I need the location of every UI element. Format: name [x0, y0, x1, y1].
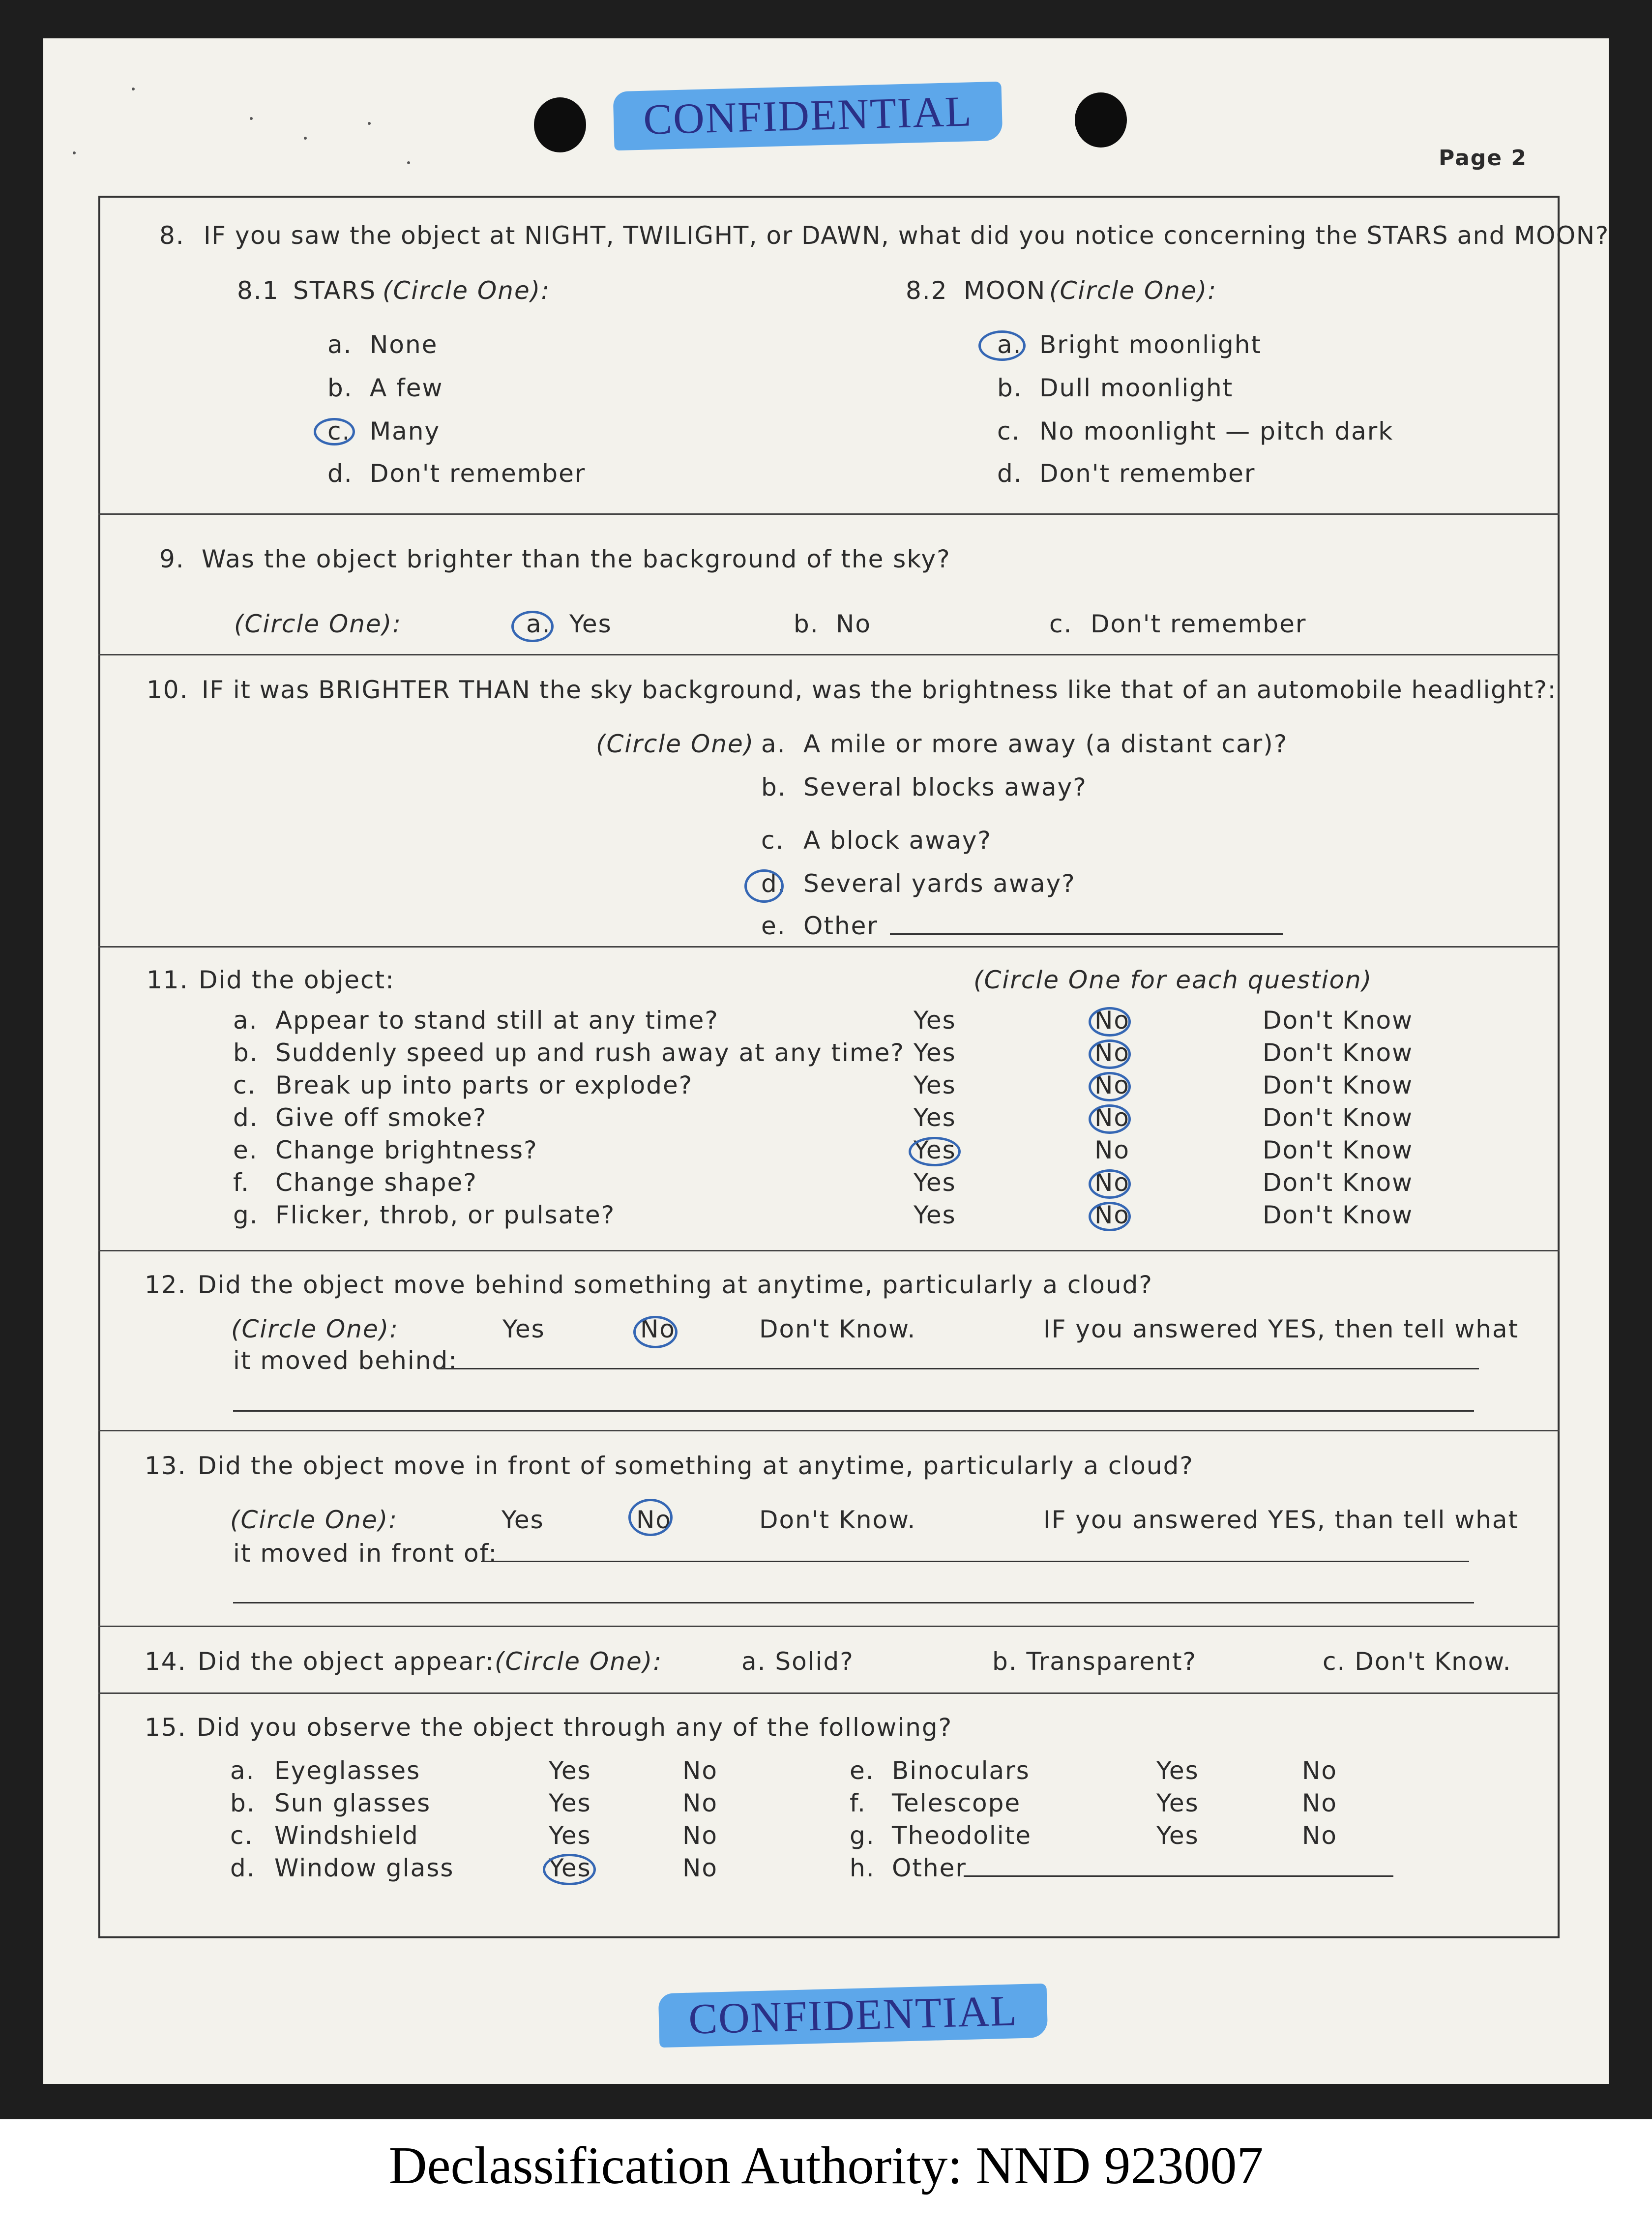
- q11-item-letter: c.: [233, 1071, 257, 1099]
- moon-option-letter: c.: [997, 417, 1021, 445]
- q11-item-text: Change shape?: [275, 1168, 477, 1197]
- q11-item-text: Flicker, throb, or pulsate?: [275, 1201, 616, 1229]
- q14-option-c: c. Don't Know.: [1323, 1647, 1512, 1676]
- moon-option-letter: a.: [997, 330, 1022, 359]
- q15-item-letter: g.: [850, 1821, 875, 1850]
- speck: [250, 117, 253, 120]
- speck: [73, 151, 76, 154]
- moon-option-text: Bright moonlight: [1039, 330, 1262, 359]
- q8-1-label: STARS: [293, 276, 377, 305]
- q15-item-letter: d.: [230, 1854, 256, 1882]
- section-divider: [98, 1250, 1560, 1251]
- q14-question: Did the object appear:: [198, 1647, 495, 1676]
- stars-option-text: None: [370, 330, 438, 359]
- q11-yes: Yes: [914, 1136, 956, 1164]
- q13-dont-know: Don't Know.: [759, 1506, 916, 1534]
- q10-option-letter: e.: [761, 912, 786, 940]
- q12-number: 12.: [145, 1271, 187, 1299]
- q10-hint: (Circle One): [596, 730, 755, 758]
- q10-option-text: Several blocks away?: [803, 773, 1087, 801]
- q15-yes: Yes: [549, 1756, 591, 1785]
- speck: [304, 137, 307, 140]
- q13-hint: (Circle One):: [230, 1506, 398, 1534]
- q15-item-text: Theodolite: [892, 1821, 1032, 1850]
- moon-option-letter: d.: [997, 459, 1023, 488]
- q8-1-number: 8.1: [237, 276, 279, 305]
- q9-question: Was the object brighter than the background of the sky?: [202, 545, 951, 573]
- q10-option-text: Other: [803, 912, 878, 940]
- q11-item-letter: d.: [233, 1103, 259, 1132]
- q8-question: IF you saw the object at NIGHT, TWILIGHT, or DAWN, what did you notice concerning the STARS and MOON?: [204, 221, 1609, 250]
- declassification-footer: Declassification Authority: NND 923007: [0, 2119, 1652, 2225]
- q11-item-text: Change brightness?: [275, 1136, 538, 1164]
- q9-option-letter: c.: [1049, 610, 1073, 638]
- q13-answer-line: [233, 1602, 1474, 1603]
- q11-yes: Yes: [914, 1103, 956, 1132]
- section-divider: [98, 654, 1560, 655]
- q15-yes: Yes: [549, 1854, 591, 1882]
- q14-hint: (Circle One):: [495, 1647, 663, 1676]
- page-number: Page 2: [1439, 146, 1528, 171]
- q8-2-number: 8.2: [906, 276, 948, 305]
- q12-followup-label: it moved behind:: [233, 1346, 458, 1375]
- q11-item-letter: a.: [233, 1006, 258, 1035]
- q11-item-text: Suddenly speed up and rush away at any time?: [275, 1038, 905, 1067]
- moon-option-text: Dull moonlight: [1039, 374, 1234, 402]
- section-divider: [98, 513, 1560, 515]
- q15-item-letter: e.: [850, 1756, 875, 1785]
- q15-item-text: Sun glasses: [274, 1789, 431, 1817]
- stars-option-text: Don't remember: [370, 459, 586, 488]
- q9-option-text: Yes: [569, 610, 612, 638]
- q12-followup: IF you answered YES, then tell what: [1043, 1315, 1519, 1343]
- q15-item-letter: b.: [230, 1789, 256, 1817]
- confidential-stamp-top: CONFIDENTIAL: [613, 82, 1003, 151]
- q8-number: 8.: [159, 221, 185, 250]
- ink-circle-q11d-no: [1089, 1104, 1131, 1134]
- q11-dont-know: Don't Know: [1263, 1201, 1413, 1229]
- q8-1-hint: (Circle One):: [383, 276, 551, 305]
- q12-hint: (Circle One):: [231, 1315, 399, 1343]
- q15-no: No: [1302, 1821, 1337, 1850]
- q11-yes: Yes: [914, 1168, 956, 1197]
- q11-dont-know: Don't Know: [1263, 1071, 1413, 1099]
- q15-no: No: [682, 1854, 718, 1882]
- q15-item-letter: a.: [230, 1756, 255, 1785]
- section-divider: [98, 946, 1560, 948]
- q12-answer-line: [437, 1368, 1479, 1369]
- q11-dont-know: Don't Know: [1263, 1168, 1413, 1197]
- ink-circle-q11b-no: [1089, 1039, 1131, 1069]
- q11-yes: Yes: [914, 1071, 956, 1099]
- q13-yes: Yes: [502, 1506, 544, 1534]
- q11-item-letter: f.: [233, 1168, 250, 1197]
- q11-item-text: Break up into parts or explode?: [275, 1071, 693, 1099]
- q13-followup: IF you answered YES, than tell what: [1043, 1506, 1519, 1534]
- moon-option-text: No moonlight — pitch dark: [1039, 417, 1394, 445]
- ink-circle-q11f-no: [1089, 1169, 1131, 1199]
- q11-hint: (Circle One for each question): [974, 966, 1373, 994]
- q11-question: Did the object:: [199, 966, 395, 994]
- q15-yes: Yes: [1156, 1789, 1199, 1817]
- q9-number: 9.: [159, 545, 185, 573]
- stars-option-text: Many: [370, 417, 441, 445]
- moon-option-letter: b.: [997, 374, 1023, 402]
- q11-no: No: [1094, 1168, 1130, 1197]
- q11-no: No: [1094, 1201, 1130, 1229]
- q15-item-letter: f.: [850, 1789, 866, 1817]
- stars-option-letter: d.: [327, 459, 353, 488]
- q15-no: No: [682, 1789, 718, 1817]
- q15-no: No: [682, 1756, 718, 1785]
- stars-option-letter: b.: [327, 374, 353, 402]
- q10-question: IF it was BRIGHTER THAN the sky background, was the brightness like that of an automobile headlight?:: [202, 676, 1557, 704]
- q13-question: Did the object move in front of something at anytime, particularly a cloud?: [198, 1452, 1194, 1480]
- confidential-stamp-bottom: CONFIDENTIAL: [658, 1984, 1048, 2048]
- stars-option-letter: c.: [327, 417, 351, 445]
- speck: [368, 122, 371, 125]
- ink-circle-q11g-no: [1089, 1202, 1131, 1231]
- q13-no: No: [636, 1506, 672, 1534]
- moon-option-text: Don't remember: [1039, 459, 1256, 488]
- q11-yes: Yes: [914, 1201, 956, 1229]
- ink-circle-q12-no: [633, 1316, 678, 1348]
- q10-option-text: A mile or more away (a distant car)?: [803, 730, 1288, 758]
- section-divider: [98, 1692, 1560, 1694]
- q12-dont-know: Don't Know.: [759, 1315, 916, 1343]
- q10-other-line: [890, 933, 1283, 935]
- punch-hole-right: [1075, 92, 1127, 148]
- q11-no: No: [1094, 1006, 1130, 1035]
- q13-answer-line: [481, 1561, 1469, 1562]
- q11-dont-know: Don't Know: [1263, 1038, 1413, 1067]
- q11-yes: Yes: [914, 1006, 956, 1035]
- q11-no: No: [1094, 1136, 1130, 1164]
- q13-number: 13.: [145, 1452, 187, 1480]
- q11-yes: Yes: [914, 1038, 956, 1067]
- q10-option-text: A block away?: [803, 826, 992, 855]
- ink-circle-q9-yes: [511, 611, 554, 642]
- q11-item-text: Give off smoke?: [275, 1103, 487, 1132]
- q11-item-text: Appear to stand still at any time?: [275, 1006, 719, 1035]
- ink-circle-stars-many: [314, 418, 355, 445]
- ink-circle-q11e-yes: [909, 1137, 961, 1166]
- q9-option-text: No: [836, 610, 871, 638]
- speck: [132, 88, 135, 90]
- q10-option-text: Several yards away?: [803, 869, 1076, 898]
- q14-option-a: a. Solid?: [741, 1647, 854, 1676]
- q15-item-letter: c.: [230, 1821, 254, 1850]
- q11-dont-know: Don't Know: [1263, 1136, 1413, 1164]
- q11-no: No: [1094, 1071, 1130, 1099]
- stars-option-letter: a.: [327, 330, 353, 359]
- form-page: [43, 38, 1609, 2084]
- ink-circle-q10-d: [744, 869, 784, 903]
- q15-item-text: Window glass: [274, 1854, 454, 1882]
- speck: [407, 161, 410, 164]
- section-divider: [98, 1430, 1560, 1431]
- q11-no: No: [1094, 1103, 1130, 1132]
- q8-2-hint: (Circle One):: [1049, 276, 1217, 305]
- q8-2-label: MOON: [964, 276, 1046, 305]
- q10-number: 10.: [147, 676, 189, 704]
- ink-circle-moon-bright: [978, 330, 1026, 361]
- q15-yes: Yes: [1156, 1756, 1199, 1785]
- q13-followup-label: it moved in front of:: [233, 1539, 498, 1568]
- punch-hole-left: [534, 97, 586, 152]
- q15-item-text: Other: [892, 1854, 967, 1882]
- q15-yes: Yes: [549, 1789, 591, 1817]
- q15-other-line: [964, 1875, 1393, 1877]
- q9-hint: (Circle One):: [234, 610, 402, 638]
- ink-circle-q11c-no: [1089, 1072, 1131, 1101]
- q12-answer-line: [233, 1410, 1474, 1412]
- q15-no: No: [1302, 1789, 1337, 1817]
- q11-item-letter: b.: [233, 1038, 259, 1067]
- section-divider: [98, 1626, 1560, 1627]
- q12-yes: Yes: [502, 1315, 545, 1343]
- q15-item-text: Eyeglasses: [274, 1756, 421, 1785]
- q9-option-letter: a.: [526, 610, 551, 638]
- q15-item-text: Windshield: [274, 1821, 419, 1850]
- q15-item-text: Binoculars: [892, 1756, 1030, 1785]
- q14-option-b: b. Transparent?: [992, 1647, 1197, 1676]
- q15-number: 15.: [145, 1713, 187, 1742]
- q15-yes: Yes: [549, 1821, 591, 1850]
- q9-option-letter: b.: [794, 610, 819, 638]
- q9-option-text: Don't remember: [1091, 610, 1307, 638]
- q11-number: 11.: [147, 966, 189, 994]
- stars-option-text: A few: [370, 374, 443, 402]
- q12-no: No: [640, 1315, 676, 1343]
- q15-item-text: Telescope: [892, 1789, 1021, 1817]
- q14-number: 14.: [145, 1647, 187, 1676]
- ink-circle-q11a-no: [1089, 1007, 1131, 1037]
- ink-circle-q13-no: [628, 1499, 673, 1536]
- form-frame: [98, 196, 1560, 1938]
- q10-option-letter: c.: [761, 826, 785, 855]
- q10-option-letter: a.: [761, 730, 786, 758]
- q11-item-letter: g.: [233, 1201, 259, 1229]
- q15-yes: Yes: [1156, 1821, 1199, 1850]
- ink-circle-q15d-yes: [543, 1854, 596, 1885]
- q15-item-letter: h.: [850, 1854, 875, 1882]
- q10-option-letter: b.: [761, 773, 787, 801]
- q15-no: No: [682, 1821, 718, 1850]
- q15-no: No: [1302, 1756, 1337, 1785]
- q11-item-letter: e.: [233, 1136, 258, 1164]
- q10-option-letter: d.: [761, 869, 787, 898]
- q11-dont-know: Don't Know: [1263, 1006, 1413, 1035]
- q12-question: Did the object move behind something at anytime, particularly a cloud?: [198, 1271, 1153, 1299]
- q15-question: Did you observe the object through any of the following?: [197, 1713, 953, 1742]
- q11-dont-know: Don't Know: [1263, 1103, 1413, 1132]
- q11-no: No: [1094, 1038, 1130, 1067]
